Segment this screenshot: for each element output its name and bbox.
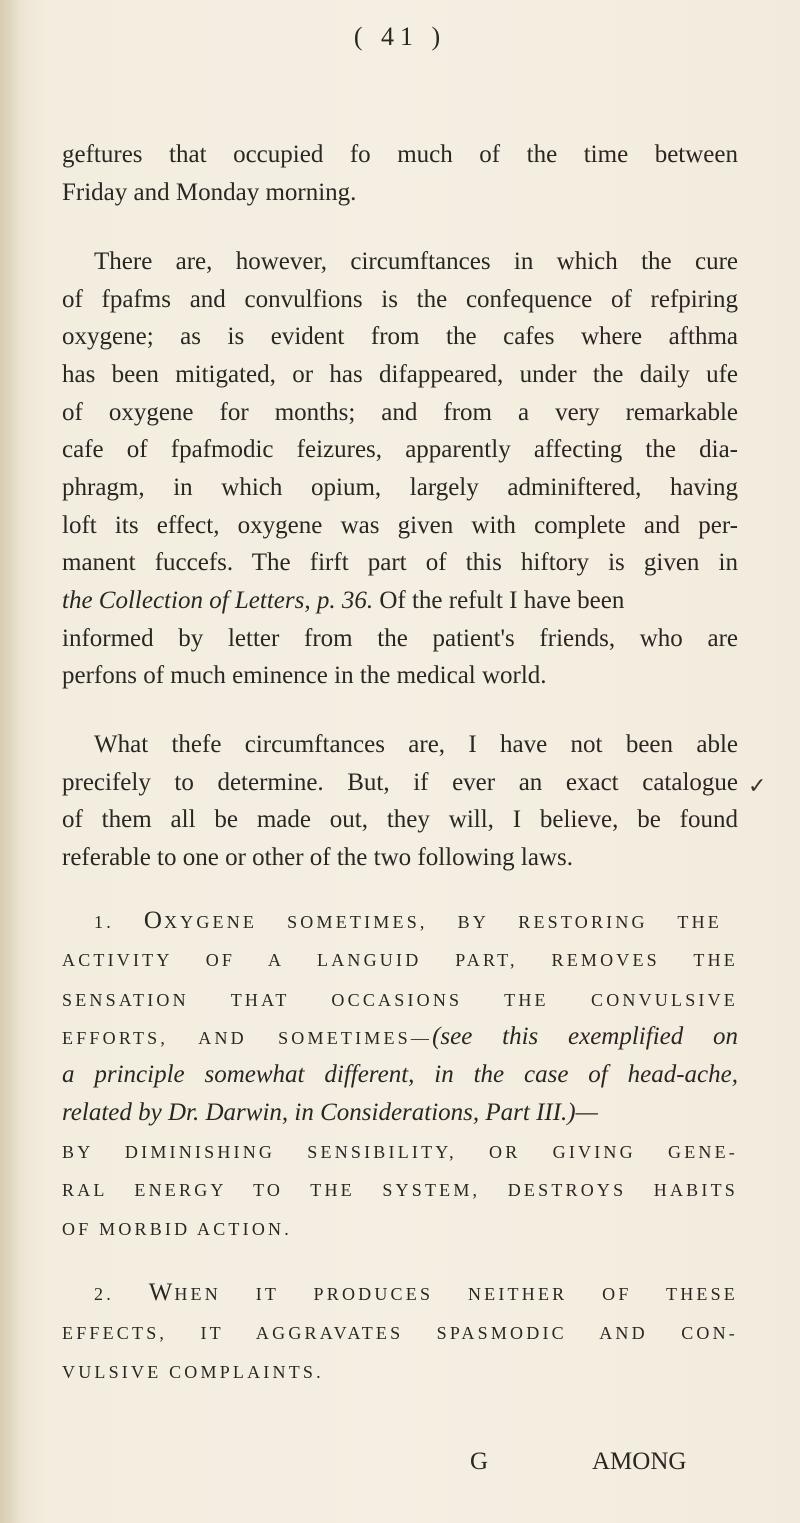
collection-reference: the Collection of Letters, p. 36.	[62, 587, 374, 614]
law-number: 2.	[94, 1284, 114, 1304]
catchword: AMONG	[592, 1448, 687, 1475]
text-line: referable to one or other of the two following laws.	[62, 844, 573, 871]
drop-capital: O	[143, 907, 164, 934]
check-mark-icon: ✓	[748, 773, 767, 798]
law-line: SENSATION THAT OCCASIONS THE CONVULSIVE	[62, 990, 738, 1010]
text-line: cafe of fpafmodic feizures, apparently affecting the dia-	[62, 436, 738, 463]
law-line: VULSIVE COMPLAINTS.	[62, 1362, 324, 1382]
text-line: Friday and Monday morning.	[62, 179, 357, 206]
text-line: loft its effect, oxygene was given with complete and per-	[62, 512, 738, 539]
text-line: oxygene; as is evident from the cafes where afthma	[62, 323, 738, 350]
text-fragment: Of the refult I have been	[379, 587, 625, 614]
law-1-heading	[94, 906, 722, 937]
law-line: OF MORBID ACTION.	[62, 1219, 292, 1239]
law-number: 1.	[94, 912, 114, 932]
signature-mark: G	[470, 1448, 489, 1475]
text-line	[62, 586, 738, 616]
law-line	[62, 1022, 738, 1053]
text-line: geftures that occupied fo much of the time between	[62, 141, 738, 168]
law-line: RAL ENERGY TO THE SYSTEM, DESTROYS HABITS	[62, 1180, 738, 1200]
text-line: of them all be made out, they will, I believe, be found	[62, 806, 738, 833]
law-line: related by Dr. Darwin, in Considerations, Part III.)—	[62, 1099, 598, 1126]
text-line: manent fuccefs. The firft part of this hiftory is given in	[62, 549, 738, 576]
law-text: HEN IT PRODUCES NEITHER OF THESE	[174, 1284, 739, 1304]
text-line: informed by letter from the patient's friends, who are	[62, 625, 738, 652]
text-line: phragm, in which opium, largely adminiftered, having	[62, 474, 738, 501]
page-number: ( 41 )	[353, 22, 447, 51]
law-2-heading	[94, 1278, 738, 1309]
text-line: perfons of much eminence in the medical world.	[62, 662, 547, 689]
drop-capital: W	[148, 1279, 175, 1306]
law-line: EFFECTS, IT AGGRAVATES SPASMODIC AND CON-	[62, 1323, 738, 1343]
law-text: XYGENE SOMETIMES, BY RESTORING THE	[163, 912, 722, 932]
text-line: has been mitigated, or has difappeared, under the daily ufe	[62, 361, 738, 388]
text-line: of oxygene for months; and from a very remarkable	[62, 399, 738, 426]
law-line: a principle somewhat different, in the case of head-ache,	[62, 1061, 738, 1088]
text-line: There are, however, circumftances in which the cure	[94, 248, 738, 275]
text-line: of fpafms and convulfions is the confequence of refpiring	[62, 286, 738, 313]
law-line: ACTIVITY OF A LANGUID PART, REMOVES THE	[62, 950, 738, 970]
text-line: precifely to determine. But, if ever an exact catalogue	[62, 769, 738, 796]
page-gutter	[0, 0, 22, 1523]
law-italic-text: (see this exemplified on	[432, 1023, 739, 1050]
law-caps-text: EFFORTS, AND SOMETIMES—	[62, 1028, 433, 1048]
text-line: What thefe circumftances are, I have not been able	[94, 731, 738, 758]
law-line: BY DIMINISHING SENSIBILITY, OR GIVING GENE-	[62, 1142, 738, 1162]
